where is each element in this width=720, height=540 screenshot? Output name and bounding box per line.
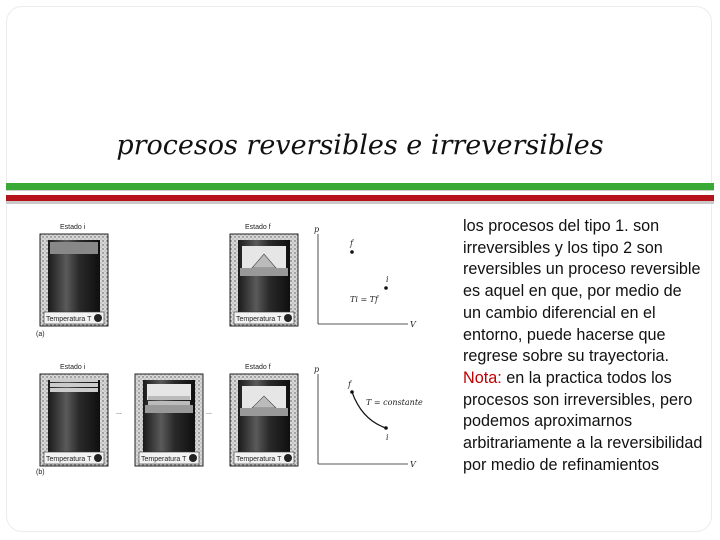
temperature-label-b3: Temperatura T — [236, 456, 282, 463]
note-label: Nota: — [463, 368, 502, 387]
cylinder-a-final — [230, 234, 298, 326]
ellipsis-b1: ... — [116, 409, 122, 416]
state-f-label-a: Estado f — [245, 224, 271, 231]
cylinder-b-initial — [40, 374, 108, 466]
state-i-label-b: Estado i — [60, 364, 86, 371]
point-f-label-a: f — [350, 239, 353, 248]
point-i-label-a: i — [386, 275, 389, 284]
body-paragraph: los procesos del tipo 1. son irreversibles y los tipo 2 son reversibles un proceso reversible es aquel en que, por medio de un cambio diferencial en el entorno, puede hacerse que regrese sobre su trayectoria. — [463, 217, 701, 366]
pv-graph-a — [318, 234, 408, 324]
gray-stripe — [6, 201, 714, 204]
piston-diagram-figure — [30, 212, 450, 482]
panel-label-b: (b) — [36, 469, 45, 476]
temperature-label-b2: Temperatura T — [141, 456, 187, 463]
body-text — [463, 216, 703, 476]
axis-p-label-a: p — [314, 225, 320, 234]
cylinder-b-final — [230, 374, 298, 466]
pv-graph-b — [318, 374, 408, 464]
point-f-label-b: f — [348, 380, 351, 389]
point-f-b — [350, 390, 354, 394]
point-f-a — [350, 250, 354, 254]
state-i-label-a: Estado i — [60, 224, 86, 231]
axis-v-label-b: V — [410, 460, 416, 469]
relation-label-b: T = constante — [366, 398, 423, 407]
cylinder-b-middle — [135, 374, 203, 466]
cylinder-a-initial — [40, 234, 108, 326]
ellipsis-b2: ... — [206, 409, 212, 416]
point-i-a — [384, 286, 388, 290]
note-body: en la practica todos los procesos son irreversibles, pero podemos aproximarnos arbitrariamente a la reversibilidad por medio de refinamientos — [463, 368, 703, 474]
panel-label-a: (a) — [36, 331, 45, 338]
axis-v-label-a: V — [410, 320, 416, 329]
state-f-label-b: Estado f — [245, 364, 271, 371]
temperature-label-a1: Temperatura T — [46, 316, 92, 323]
slide-title: procesos reversibles e irreversibles — [116, 130, 604, 161]
point-i-label-b: i — [386, 433, 389, 442]
point-i-b — [384, 426, 388, 430]
temperature-label-b1: Temperatura T — [46, 456, 92, 463]
green-stripe — [6, 183, 714, 190]
axis-p-label-b: p — [314, 365, 320, 374]
temperature-label-a2: Temperatura T — [236, 316, 282, 323]
relation-label-a: Ti = Tf — [350, 295, 378, 304]
